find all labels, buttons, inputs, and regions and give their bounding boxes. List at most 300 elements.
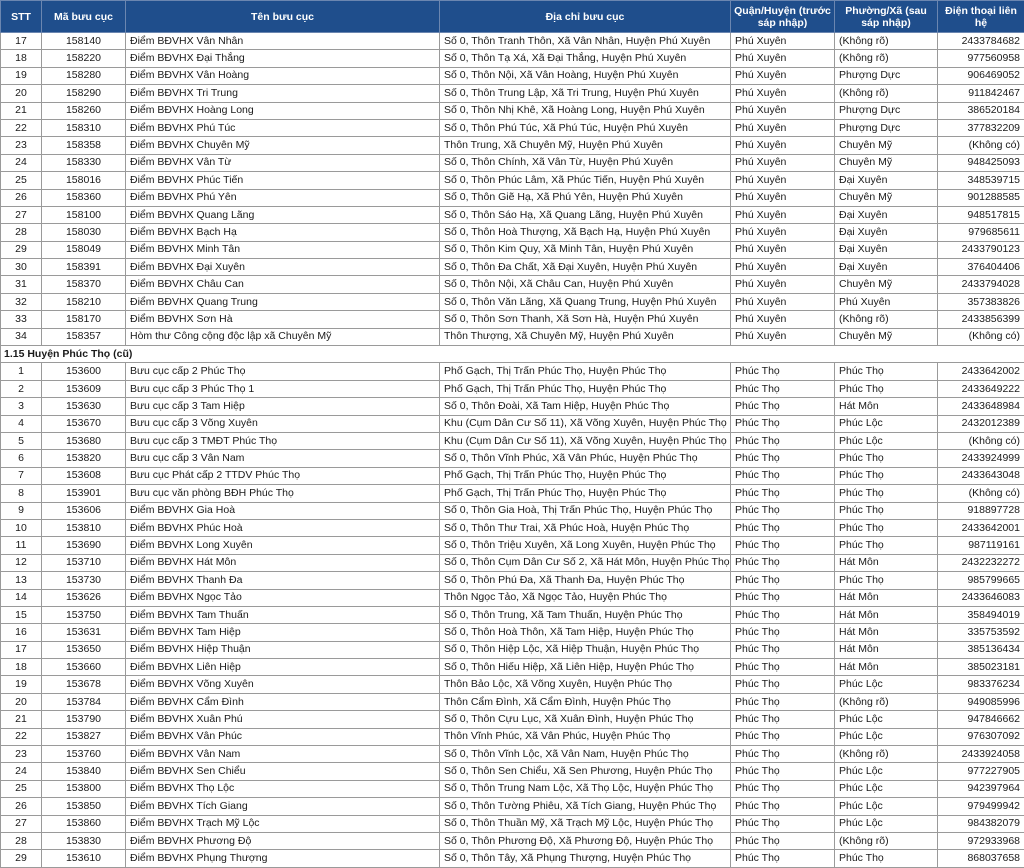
cell-ward: Phúc Lộc bbox=[835, 728, 938, 745]
table-row bbox=[1, 50, 1024, 67]
cell-address: Số 0, Thôn Cựu Lục, Xã Xuân Đình, Huyện Phúc Thọ bbox=[440, 711, 731, 728]
cell-ward: Phúc Thọ bbox=[835, 380, 938, 397]
cell-office-name: Điểm BĐVHX Cẩm Đình bbox=[126, 693, 440, 710]
cell-stt: 28 bbox=[1, 224, 42, 241]
table-row bbox=[1, 763, 1024, 780]
cell-address: Thôn Thượng, Xã Chuyên Mỹ, Huyện Phú Xuyên bbox=[440, 328, 731, 345]
cell-office-name: Điểm BĐVHX Phương Độ bbox=[126, 832, 440, 849]
cell-district: Phú Xuyên bbox=[731, 67, 835, 84]
cell-ward: Đại Xuyên bbox=[835, 259, 938, 276]
cell-phone: (Không có) bbox=[938, 328, 1024, 345]
cell-phone: 948425093 bbox=[938, 154, 1024, 171]
cell-stt: 19 bbox=[1, 67, 42, 84]
cell-district: Phú Xuyên bbox=[731, 276, 835, 293]
table-row bbox=[1, 641, 1024, 658]
table-row bbox=[1, 798, 1024, 815]
cell-office-name: Điểm BĐVHX Vân Nhân bbox=[126, 33, 440, 50]
cell-address: Số 0, Thôn Tường Phiêu, Xã Tích Giang, Huyện Phúc Thọ bbox=[440, 798, 731, 815]
cell-district: Phúc Thọ bbox=[731, 624, 835, 641]
cell-stt: 18 bbox=[1, 50, 42, 67]
cell-stt: 14 bbox=[1, 589, 42, 606]
cell-office-name: Điểm BĐVHX Đại Thắng bbox=[126, 50, 440, 67]
cell-postal-code: 153750 bbox=[42, 606, 126, 623]
cell-office-name: Điểm BĐVHX Trạch Mỹ Lộc bbox=[126, 815, 440, 832]
cell-ward: (Không rõ) bbox=[835, 85, 938, 102]
table-row bbox=[1, 519, 1024, 536]
cell-office-name: Điểm BĐVHX Châu Can bbox=[126, 276, 440, 293]
cell-postal-code: 158220 bbox=[42, 50, 126, 67]
cell-address: Phố Gạch, Thị Trấn Phúc Thọ, Huyện Phúc Thọ bbox=[440, 467, 731, 484]
cell-postal-code: 153630 bbox=[42, 398, 126, 415]
cell-stt: 30 bbox=[1, 259, 42, 276]
cell-address: Số 0, Thôn Tranh Thôn, Xã Vân Nhân, Huyện Phú Xuyên bbox=[440, 33, 731, 50]
cell-stt: 13 bbox=[1, 572, 42, 589]
cell-address: Phố Gạch, Thị Trấn Phúc Thọ, Huyện Phúc Thọ bbox=[440, 380, 731, 397]
cell-address: Số 0, Thôn Sáo Hạ, Xã Quang Lãng, Huyện Phú Xuyên bbox=[440, 206, 731, 223]
cell-phone: 2433642001 bbox=[938, 519, 1024, 536]
cell-district: Phúc Thọ bbox=[731, 589, 835, 606]
cell-stt: 22 bbox=[1, 119, 42, 136]
cell-stt: 16 bbox=[1, 624, 42, 641]
cell-ward: Phúc Lộc bbox=[835, 798, 938, 815]
cell-district: Phúc Thọ bbox=[731, 832, 835, 849]
cell-ward: Phúc Thọ bbox=[835, 537, 938, 554]
cell-postal-code: 153730 bbox=[42, 572, 126, 589]
cell-stt: 8 bbox=[1, 485, 42, 502]
cell-postal-code: 153850 bbox=[42, 798, 126, 815]
cell-stt: 29 bbox=[1, 850, 42, 867]
cell-stt: 29 bbox=[1, 241, 42, 258]
cell-district: Phúc Thọ bbox=[731, 746, 835, 763]
cell-ward: (Không rõ) bbox=[835, 50, 938, 67]
cell-ward: Đại Xuyên bbox=[835, 224, 938, 241]
cell-ward: Phúc Lộc bbox=[835, 415, 938, 432]
cell-office-name: Điểm BĐVHX Bạch Hạ bbox=[126, 224, 440, 241]
cell-address: Số 0, Thôn Chính, Xã Vân Từ, Huyện Phú Xuyên bbox=[440, 154, 731, 171]
cell-office-name: Điểm BĐVHX Hát Môn bbox=[126, 554, 440, 571]
table-row bbox=[1, 311, 1024, 328]
table-row bbox=[1, 659, 1024, 676]
cell-district: Phúc Thọ bbox=[731, 380, 835, 397]
cell-address: Số 0, Thôn Trung Nam Lộc, Xã Thọ Lộc, Huyện Phúc Thọ bbox=[440, 780, 731, 797]
cell-postal-code: 158357 bbox=[42, 328, 126, 345]
cell-phone: 2432232272 bbox=[938, 554, 1024, 571]
cell-stt: 32 bbox=[1, 293, 42, 310]
cell-stt: 20 bbox=[1, 693, 42, 710]
cell-postal-code: 153710 bbox=[42, 554, 126, 571]
cell-district: Phúc Thọ bbox=[731, 467, 835, 484]
cell-district: Phúc Thọ bbox=[731, 606, 835, 623]
cell-postal-code: 153670 bbox=[42, 415, 126, 432]
cell-stt: 2 bbox=[1, 380, 42, 397]
cell-postal-code: 158260 bbox=[42, 102, 126, 119]
cell-stt: 3 bbox=[1, 398, 42, 415]
table-row bbox=[1, 746, 1024, 763]
table-row bbox=[1, 624, 1024, 641]
cell-postal-code: 153790 bbox=[42, 711, 126, 728]
table-row bbox=[1, 137, 1024, 154]
cell-ward: Phúc Thọ bbox=[835, 363, 938, 380]
cell-ward: Chuyên Mỹ bbox=[835, 328, 938, 345]
table-header bbox=[1, 1, 1024, 33]
cell-address: Thôn Ngọc Tảo, Xã Ngọc Tảo, Huyện Phúc Thọ bbox=[440, 589, 731, 606]
cell-phone: 972933968 bbox=[938, 832, 1024, 849]
cell-district: Phúc Thọ bbox=[731, 676, 835, 693]
cell-office-name: Điểm BĐVHX Phúc Tiến bbox=[126, 172, 440, 189]
header-office-name: Tên bưu cục bbox=[126, 1, 440, 33]
cell-office-name: Điểm BĐVHX Thọ Lộc bbox=[126, 780, 440, 797]
cell-address: Phố Gạch, Thị Trấn Phúc Thọ, Huyện Phúc Thọ bbox=[440, 485, 731, 502]
cell-address: Số 0, Thôn Tạ Xá, Xã Đại Thắng, Huyện Phú Xuyên bbox=[440, 50, 731, 67]
cell-phone: 2433924999 bbox=[938, 450, 1024, 467]
cell-phone: (Không có) bbox=[938, 137, 1024, 154]
cell-stt: 17 bbox=[1, 33, 42, 50]
cell-stt: 6 bbox=[1, 450, 42, 467]
cell-phone: 918897728 bbox=[938, 502, 1024, 519]
cell-phone: 901288585 bbox=[938, 189, 1024, 206]
cell-district: Phú Xuyên bbox=[731, 224, 835, 241]
cell-postal-code: 158100 bbox=[42, 206, 126, 223]
cell-ward: Phúc Thọ bbox=[835, 502, 938, 519]
cell-address: Số 0, Thôn Hoà Thượng, Xã Bạch Hạ, Huyện Phú Xuyên bbox=[440, 224, 731, 241]
cell-stt: 33 bbox=[1, 311, 42, 328]
cell-address: Số 0, Thôn Gia Hoà, Thị Trấn Phúc Thọ, Huyện Phúc Thọ bbox=[440, 502, 731, 519]
cell-district: Phúc Thọ bbox=[731, 363, 835, 380]
cell-address: Số 0, Thôn Phương Độ, Xã Phương Độ, Huyện Phúc Thọ bbox=[440, 832, 731, 849]
cell-ward: Chuyên Mỹ bbox=[835, 276, 938, 293]
cell-postal-code: 158330 bbox=[42, 154, 126, 171]
cell-office-name: Điểm BĐVHX Sơn Hà bbox=[126, 311, 440, 328]
cell-phone: 2433649222 bbox=[938, 380, 1024, 397]
table-row bbox=[1, 328, 1024, 345]
cell-address: Khu (Cụm Dân Cư Số 11), Xã Võng Xuyên, Huyện Phúc Thọ bbox=[440, 415, 731, 432]
cell-phone: 976307092 bbox=[938, 728, 1024, 745]
cell-phone: 977227905 bbox=[938, 763, 1024, 780]
cell-stt: 5 bbox=[1, 432, 42, 449]
cell-phone: 357383826 bbox=[938, 293, 1024, 310]
cell-address: Số 0, Thôn Tây, Xã Phụng Thượng, Huyện Phúc Thọ bbox=[440, 850, 731, 867]
table-body bbox=[1, 33, 1024, 868]
cell-address: Số 0, Thôn Phú Đa, Xã Thanh Đa, Huyện Phúc Thọ bbox=[440, 572, 731, 589]
cell-office-name: Điểm BĐVHX Vân Từ bbox=[126, 154, 440, 171]
header-postal-code: Mã bưu cục bbox=[42, 1, 126, 33]
table-row bbox=[1, 711, 1024, 728]
table-row bbox=[1, 119, 1024, 136]
cell-postal-code: 158280 bbox=[42, 67, 126, 84]
cell-postal-code: 158049 bbox=[42, 241, 126, 258]
header-ward: Phường/Xã (sau sáp nhập) bbox=[835, 1, 938, 33]
cell-ward: Phú Xuyên bbox=[835, 293, 938, 310]
header-stt: STT bbox=[1, 1, 42, 33]
cell-stt: 27 bbox=[1, 815, 42, 832]
cell-office-name: Điểm BĐVHX Minh Tân bbox=[126, 241, 440, 258]
table-row bbox=[1, 259, 1024, 276]
cell-office-name: Bưu cục văn phòng BĐH Phúc Thọ bbox=[126, 485, 440, 502]
table-row bbox=[1, 572, 1024, 589]
cell-office-name: Điểm BĐVHX Phú Yên bbox=[126, 189, 440, 206]
cell-district: Phú Xuyên bbox=[731, 102, 835, 119]
cell-postal-code: 153860 bbox=[42, 815, 126, 832]
table-row bbox=[1, 815, 1024, 832]
cell-ward: Chuyên Mỹ bbox=[835, 137, 938, 154]
table-row bbox=[1, 728, 1024, 745]
cell-postal-code: 153606 bbox=[42, 502, 126, 519]
cell-phone: 948517815 bbox=[938, 206, 1024, 223]
cell-address: Số 0, Thôn Hiếu Hiệp, Xã Liên Hiệp, Huyện Phúc Thọ bbox=[440, 659, 731, 676]
cell-phone: 377832209 bbox=[938, 119, 1024, 136]
cell-office-name: Điểm BĐVHX Phúc Hoà bbox=[126, 519, 440, 536]
cell-ward: Phúc Thọ bbox=[835, 450, 938, 467]
table-row bbox=[1, 485, 1024, 502]
cell-address: Số 0, Thôn Trung Lập, Xã Tri Trung, Huyện Phú Xuyên bbox=[440, 85, 731, 102]
cell-office-name: Điểm BĐVHX Tích Giang bbox=[126, 798, 440, 815]
cell-postal-code: 153678 bbox=[42, 676, 126, 693]
cell-office-name: Điểm BĐVHX Gia Hoà bbox=[126, 502, 440, 519]
cell-office-name: Điểm BĐVHX Xuân Phú bbox=[126, 711, 440, 728]
cell-district: Phú Xuyên bbox=[731, 119, 835, 136]
cell-postal-code: 153810 bbox=[42, 519, 126, 536]
table-row bbox=[1, 693, 1024, 710]
cell-office-name: Bưu cục cấp 3 Vân Nam bbox=[126, 450, 440, 467]
section-row bbox=[1, 346, 1024, 363]
cell-stt: 24 bbox=[1, 154, 42, 171]
table-row bbox=[1, 380, 1024, 397]
cell-district: Phú Xuyên bbox=[731, 328, 835, 345]
cell-district: Phúc Thọ bbox=[731, 815, 835, 832]
cell-address: Số 0, Thôn Vĩnh Phúc, Xã Vân Phúc, Huyện Phúc Thọ bbox=[440, 450, 731, 467]
cell-stt: 24 bbox=[1, 763, 42, 780]
cell-phone: 2433794028 bbox=[938, 276, 1024, 293]
table-row bbox=[1, 537, 1024, 554]
cell-office-name: Điểm BĐVHX Tam Hiệp bbox=[126, 624, 440, 641]
cell-address: Số 0, Thôn Đoài, Xã Tam Hiệp, Huyện Phúc Thọ bbox=[440, 398, 731, 415]
cell-stt: 31 bbox=[1, 276, 42, 293]
cell-postal-code: 158391 bbox=[42, 259, 126, 276]
cell-office-name: Bưu cục cấp 3 Tam Hiệp bbox=[126, 398, 440, 415]
cell-district: Phúc Thọ bbox=[731, 537, 835, 554]
cell-phone: 386520184 bbox=[938, 102, 1024, 119]
cell-office-name: Bưu cục cấp 3 Phúc Thọ 1 bbox=[126, 380, 440, 397]
cell-address: Số 0, Thôn Thuần Mỹ, Xã Trạch Mỹ Lộc, Huyện Phúc Thọ bbox=[440, 815, 731, 832]
cell-postal-code: 153840 bbox=[42, 763, 126, 780]
cell-postal-code: 153680 bbox=[42, 432, 126, 449]
cell-ward: Hát Môn bbox=[835, 398, 938, 415]
cell-district: Phúc Thọ bbox=[731, 711, 835, 728]
cell-postal-code: 153800 bbox=[42, 780, 126, 797]
cell-district: Phú Xuyên bbox=[731, 311, 835, 328]
cell-district: Phú Xuyên bbox=[731, 241, 835, 258]
cell-district: Phúc Thọ bbox=[731, 763, 835, 780]
cell-stt: 12 bbox=[1, 554, 42, 571]
cell-stt: 21 bbox=[1, 711, 42, 728]
cell-postal-code: 153631 bbox=[42, 624, 126, 641]
table-row bbox=[1, 780, 1024, 797]
cell-ward: Phúc Thọ bbox=[835, 572, 938, 589]
cell-phone: 942397964 bbox=[938, 780, 1024, 797]
cell-postal-code: 153600 bbox=[42, 363, 126, 380]
cell-address: Phố Gạch, Thị Trấn Phúc Thọ, Huyện Phúc Thọ bbox=[440, 363, 731, 380]
cell-postal-code: 153609 bbox=[42, 380, 126, 397]
cell-postal-code: 158290 bbox=[42, 85, 126, 102]
cell-phone: 911842467 bbox=[938, 85, 1024, 102]
cell-district: Phú Xuyên bbox=[731, 189, 835, 206]
cell-postal-code: 158310 bbox=[42, 119, 126, 136]
cell-stt: 34 bbox=[1, 328, 42, 345]
cell-ward: Phúc Lộc bbox=[835, 780, 938, 797]
cell-phone: 2433784682 bbox=[938, 33, 1024, 50]
cell-stt: 21 bbox=[1, 102, 42, 119]
table-row bbox=[1, 850, 1024, 867]
table-row bbox=[1, 450, 1024, 467]
cell-address: Thôn Trung, Xã Chuyên Mỹ, Huyện Phú Xuyên bbox=[440, 137, 731, 154]
cell-district: Phúc Thọ bbox=[731, 641, 835, 658]
cell-phone: 2433648984 bbox=[938, 398, 1024, 415]
cell-postal-code: 153901 bbox=[42, 485, 126, 502]
table-row bbox=[1, 676, 1024, 693]
cell-stt: 26 bbox=[1, 798, 42, 815]
cell-postal-code: 158016 bbox=[42, 172, 126, 189]
cell-address: Số 0, Thôn Phúc Lâm, Xã Phúc Tiến, Huyện Phú Xuyên bbox=[440, 172, 731, 189]
cell-office-name: Điểm BĐVHX Tam Thuấn bbox=[126, 606, 440, 623]
cell-phone: 2432012389 bbox=[938, 415, 1024, 432]
cell-district: Phúc Thọ bbox=[731, 572, 835, 589]
cell-postal-code: 158210 bbox=[42, 293, 126, 310]
cell-ward: (Không rõ) bbox=[835, 693, 938, 710]
cell-ward: Hát Môn bbox=[835, 554, 938, 571]
cell-ward: Đại Xuyên bbox=[835, 172, 938, 189]
cell-phone: 2433790123 bbox=[938, 241, 1024, 258]
cell-stt: 10 bbox=[1, 519, 42, 536]
cell-phone: 385136434 bbox=[938, 641, 1024, 658]
cell-postal-code: 158370 bbox=[42, 276, 126, 293]
table-row bbox=[1, 102, 1024, 119]
cell-postal-code: 158140 bbox=[42, 33, 126, 50]
table-row bbox=[1, 224, 1024, 241]
cell-district: Phúc Thọ bbox=[731, 798, 835, 815]
cell-phone: 2433924058 bbox=[938, 746, 1024, 763]
cell-ward: Hát Môn bbox=[835, 659, 938, 676]
cell-ward: Phúc Thọ bbox=[835, 850, 938, 867]
cell-district: Phúc Thọ bbox=[731, 519, 835, 536]
table-row bbox=[1, 502, 1024, 519]
cell-district: Phúc Thọ bbox=[731, 450, 835, 467]
cell-postal-code: 153626 bbox=[42, 589, 126, 606]
table-row bbox=[1, 432, 1024, 449]
cell-district: Phúc Thọ bbox=[731, 728, 835, 745]
cell-phone: 348539715 bbox=[938, 172, 1024, 189]
cell-phone: 985799665 bbox=[938, 572, 1024, 589]
cell-district: Phúc Thọ bbox=[731, 693, 835, 710]
cell-ward: (Không rõ) bbox=[835, 832, 938, 849]
table-row bbox=[1, 398, 1024, 415]
cell-ward: Phúc Lộc bbox=[835, 711, 938, 728]
cell-stt: 1 bbox=[1, 363, 42, 380]
table-row bbox=[1, 363, 1024, 380]
table-row bbox=[1, 276, 1024, 293]
cell-phone: 2433646083 bbox=[938, 589, 1024, 606]
cell-stt: 20 bbox=[1, 85, 42, 102]
cell-ward: Hát Môn bbox=[835, 624, 938, 641]
cell-district: Phúc Thọ bbox=[731, 398, 835, 415]
cell-ward: Phúc Lộc bbox=[835, 676, 938, 693]
cell-phone: (Không có) bbox=[938, 432, 1024, 449]
cell-postal-code: 153650 bbox=[42, 641, 126, 658]
cell-address: Thôn Cẩm Đình, Xã Cẩm Đình, Huyện Phúc Thọ bbox=[440, 693, 731, 710]
cell-district: Phúc Thọ bbox=[731, 432, 835, 449]
cell-office-name: Điểm BĐVHX Ngọc Tảo bbox=[126, 589, 440, 606]
cell-district: Phú Xuyên bbox=[731, 137, 835, 154]
cell-phone: 947846662 bbox=[938, 711, 1024, 728]
cell-ward: (Không rõ) bbox=[835, 311, 938, 328]
cell-ward: (Không rõ) bbox=[835, 746, 938, 763]
cell-ward: Hát Môn bbox=[835, 589, 938, 606]
cell-ward: Phúc Lộc bbox=[835, 763, 938, 780]
cell-ward: Đại Xuyên bbox=[835, 206, 938, 223]
cell-ward: Đại Xuyên bbox=[835, 241, 938, 258]
cell-address: Số 0, Thôn Kim Quy, Xã Minh Tân, Huyện Phú Xuyên bbox=[440, 241, 731, 258]
cell-stt: 23 bbox=[1, 137, 42, 154]
cell-ward: Phúc Thọ bbox=[835, 485, 938, 502]
cell-stt: 4 bbox=[1, 415, 42, 432]
cell-postal-code: 153608 bbox=[42, 467, 126, 484]
table-row bbox=[1, 85, 1024, 102]
cell-stt: 25 bbox=[1, 172, 42, 189]
cell-district: Phú Xuyên bbox=[731, 206, 835, 223]
cell-address: Số 0, Thôn Nhị Khê, Xã Hoàng Long, Huyện Phú Xuyên bbox=[440, 102, 731, 119]
cell-address: Khu (Cụm Dân Cư Số 11), Xã Võng Xuyên, Huyện Phúc Thọ bbox=[440, 432, 731, 449]
table-row bbox=[1, 554, 1024, 571]
cell-address: Số 0, Thôn Hoà Thôn, Xã Tam Hiệp, Huyện Phúc Thọ bbox=[440, 624, 731, 641]
cell-stt: 15 bbox=[1, 606, 42, 623]
cell-postal-code: 153820 bbox=[42, 450, 126, 467]
table-row bbox=[1, 467, 1024, 484]
cell-phone: 2433856399 bbox=[938, 311, 1024, 328]
cell-district: Phúc Thọ bbox=[731, 502, 835, 519]
cell-address: Số 0, Thôn Hiệp Lộc, Xã Hiệp Thuận, Huyện Phúc Thọ bbox=[440, 641, 731, 658]
cell-phone: 984382079 bbox=[938, 815, 1024, 832]
cell-phone: 2433642002 bbox=[938, 363, 1024, 380]
cell-office-name: Bưu cục cấp 3 Võng Xuyên bbox=[126, 415, 440, 432]
cell-office-name: Điểm BĐVHX Long Xuyên bbox=[126, 537, 440, 554]
cell-district: Phúc Thọ bbox=[731, 485, 835, 502]
cell-address: Số 0, Thôn Sơn Thanh, Xã Sơn Hà, Huyện Phú Xuyên bbox=[440, 311, 731, 328]
cell-stt: 18 bbox=[1, 659, 42, 676]
cell-office-name: Bưu cục cấp 3 TMĐT Phúc Thọ bbox=[126, 432, 440, 449]
cell-stt: 9 bbox=[1, 502, 42, 519]
cell-office-name: Điểm BĐVHX Đại Xuyên bbox=[126, 259, 440, 276]
section-title: 1.15 Huyện Phúc Thọ (cũ) bbox=[1, 346, 1024, 363]
cell-stt: 27 bbox=[1, 206, 42, 223]
header-phone: Điện thoại liên hệ bbox=[938, 1, 1024, 33]
cell-office-name: Điểm BĐVHX Liên Hiệp bbox=[126, 659, 440, 676]
cell-address: Số 0, Thôn Nội, Xã Vân Hoàng, Huyện Phú Xuyên bbox=[440, 67, 731, 84]
cell-postal-code: 153830 bbox=[42, 832, 126, 849]
cell-district: Phú Xuyên bbox=[731, 259, 835, 276]
cell-ward: Hát Môn bbox=[835, 641, 938, 658]
cell-phone: 977560958 bbox=[938, 50, 1024, 67]
cell-office-name: Điểm BĐVHX Vân Phúc bbox=[126, 728, 440, 745]
cell-stt: 7 bbox=[1, 467, 42, 484]
cell-phone: 868037658 bbox=[938, 850, 1024, 867]
cell-postal-code: 153660 bbox=[42, 659, 126, 676]
cell-phone: 358494019 bbox=[938, 606, 1024, 623]
cell-ward: Phúc Thọ bbox=[835, 519, 938, 536]
cell-phone: 2433643048 bbox=[938, 467, 1024, 484]
cell-stt: 23 bbox=[1, 746, 42, 763]
table-row bbox=[1, 832, 1024, 849]
cell-office-name: Điểm BĐVHX Phụng Thượng bbox=[126, 850, 440, 867]
cell-phone: 949085996 bbox=[938, 693, 1024, 710]
